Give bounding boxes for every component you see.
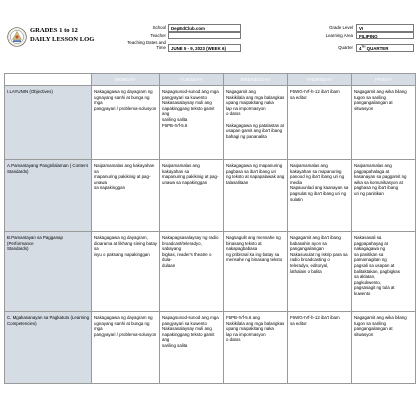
area-label: Learning Area <box>325 32 353 38</box>
cell-text: Napagsunod-sunod ang mga pangyayari sa kuwento Nakasasalaysay muli ang napakinggang teksto gamit ang sariling salita F6PB-IVf-5.6 <box>162 89 219 128</box>
quarter-suffix: TH <box>361 44 366 49</box>
table-cell <box>288 312 352 384</box>
table-cell <box>352 312 416 384</box>
table-row-performance-standards <box>5 232 416 312</box>
day-header-wednesday: WEDNESDAY <box>224 74 288 86</box>
dates-label-line2: Time <box>156 44 166 50</box>
row-head-line1: I.LAYUNIN (Objectives) <box>7 89 53 94</box>
table-cell <box>160 232 224 312</box>
table-cell <box>160 312 224 384</box>
grade-field <box>356 24 414 32</box>
quarter-word: QUARTER <box>365 46 389 51</box>
corner-cell <box>5 74 92 86</box>
cell-text: Nakagagawa ng dayagram, dioarama at likhang sining batay sa isyu o paksang napakinggan <box>94 235 157 257</box>
cell-text: Nakagagawa ng dayagram ng ugnayang sanhi at bunga ng mga pangyayari / problema-solusyon <box>94 89 157 111</box>
row-head-performance-standards <box>5 232 92 312</box>
table-cell <box>92 86 160 160</box>
row-head-line1: B.Pamantayan sa Pagganap (Performance <box>7 235 63 246</box>
grade-value: VI <box>359 26 364 31</box>
row-head-line1: C. Mgakasanayan sa Pagkatuto (Learning <box>7 315 90 320</box>
table-cell <box>352 232 416 312</box>
dates-label-line1: Teaching Dates and <box>127 39 166 45</box>
row-head-objectives <box>5 86 92 160</box>
row-head-learning-competencies <box>5 312 92 384</box>
teacher-label: Teacher <box>150 32 166 38</box>
table-cell <box>352 160 416 232</box>
dates-label <box>127 40 166 50</box>
day-header-monday: MONDAY <box>92 74 160 86</box>
title-grades: GRADES 1 to 12 <box>30 27 78 34</box>
row-head-line1: A.Pamantayang Pangnilalaman ( Content <box>7 163 88 168</box>
cell-text: Nakasasali sa pagpapahayag at nakagagawa ng sa panitikan sa pamamagitan ng pagsali sa usapan at balitaktakan, pagbigkas sa aklatan, pagkukwento, pagsasagit ng tula at kuwento <box>354 235 400 296</box>
cell-text: Nakagagawa ng mapanuring pagbasa sa iba't ibang uri ng teksto at napapalawak ang talasalitaan <box>226 163 285 185</box>
deped-seal-icon <box>7 27 27 47</box>
table-cell <box>352 86 416 160</box>
cell-text: Nakapagsasalaysay ng radio broadcast/teleradyo, sabayang bigkas, reader's theatre o dula- dulaan <box>162 235 219 268</box>
row-head-line2: Standards) <box>7 168 29 174</box>
table-cell <box>288 86 352 160</box>
table-cell <box>224 160 288 232</box>
table-cell <box>92 312 160 384</box>
cell-text: F6PB-IVf-5.6 ang Nakikilala ang mga balangkas upang maipakitang naka lap na impormasyon o datos <box>226 315 285 343</box>
row-head-line2: Competencies) <box>7 320 37 326</box>
table-cell <box>92 160 160 232</box>
cell-text: Naipamamalas ang kakayahan sa mapanuring pakikinig at pag-unawa sa napakinggan <box>94 163 155 191</box>
cell-text: F6WG-IVf-h-12 iba't ibam sa editor <box>290 315 340 326</box>
row-head-line2: Standards) <box>7 246 29 252</box>
cell-text: Nagagamit ang wika bilang tugon sa sariling pangangailangan at sitwasyon <box>354 315 407 337</box>
table-cell <box>224 312 288 384</box>
cell-text: Naipamamalas ang pagpapahalaga at kasanayan sa paggamit ng wika sa komunikasyon at pagbasa ng iba't ibang uri ng panitikan <box>354 163 407 196</box>
dates-field <box>168 44 241 52</box>
grade-label: Grade Level <box>329 25 353 30</box>
cell-text: F6WG-IVf-h-12 iba't ibam sa editor <box>290 89 340 100</box>
quarter-label: Quarter <box>338 45 353 50</box>
day-header-row <box>5 74 416 86</box>
cell-text: Nagagamit ang wika bilang tugon sa sariling pangangailangan at sitwasyon <box>354 89 407 111</box>
table-cell <box>224 86 288 160</box>
cell-text: Nagagamit ang Nakikilala ang mga balangkas upang maipakitang naka lap na impormasyon o datos Nakagagawa ng patalastas at usapan gamit ang iba't ibang bahagi ng pananalita <box>226 89 285 139</box>
school-field <box>168 24 241 32</box>
area-field <box>356 32 414 40</box>
title-daily-lesson-log: DAILY LESSON LOG <box>30 35 95 43</box>
cell-text: Naipamamalas ang kakayahan sa mapanuring panood ng iba't ibang uri ng media Napauunlad ang kaanayan sa pagsulat ng iba't ibang uri ng sulatin <box>290 163 349 202</box>
teacher-field <box>168 32 241 40</box>
cell-text: Nagsagulit ang mensahe ng binasang teksto at nakapagbabasa ng pribisnal ka ing batay sa mensahe ng binasang teksto <box>226 235 283 263</box>
day-header-tuesday: TUESDAY <box>160 74 224 86</box>
day-header-friday: FRIDAY <box>352 74 416 86</box>
dates-value: JUNE 5 - 9, 2023 (WEEK 6) <box>171 46 226 51</box>
table-cell <box>288 232 352 312</box>
table-cell <box>288 160 352 232</box>
quarter-number: 4 <box>359 46 362 51</box>
day-header-thursday: THURSDAY <box>288 74 352 86</box>
cell-text: Nakagagawa ng dayagram ng ugnayang sanhi at bunga ng mga pangyayari / problema-solusyon <box>94 315 157 337</box>
quarter-field <box>356 44 414 52</box>
school-label: School <box>152 25 166 30</box>
area-value: FILIPINO <box>359 33 378 39</box>
school-value: DepEdClub.com <box>171 26 205 31</box>
table-cell <box>160 86 224 160</box>
table-row-learning-competencies <box>5 312 416 384</box>
cell-text: Napagsunod-sunod ang mga pangyayari sa kuwento Nakasasalaysay muli ang napakinggang teksto gamit ang sariling salita <box>162 315 219 348</box>
table-cell <box>92 232 160 312</box>
document-title <box>30 27 94 44</box>
table-row-content-standards <box>5 160 416 232</box>
table-cell <box>224 232 288 312</box>
table-row-objectives <box>5 86 416 160</box>
cell-text: Naipamamalas ang kakayahan sa mapanuring pakikinig at pag- unawa sa napakinggan <box>162 163 219 185</box>
lesson-table <box>4 73 416 384</box>
document-header <box>4 24 415 71</box>
table-cell <box>160 160 224 232</box>
row-head-content-standards <box>5 160 92 232</box>
cell-text: Nagagamit ang iba't ibang babasahin ayon sa pangangailangan Nakasusulat ng iskrip para sa radio broadcasting o teleradyo, editoryal, lathalain o balita <box>290 235 348 274</box>
